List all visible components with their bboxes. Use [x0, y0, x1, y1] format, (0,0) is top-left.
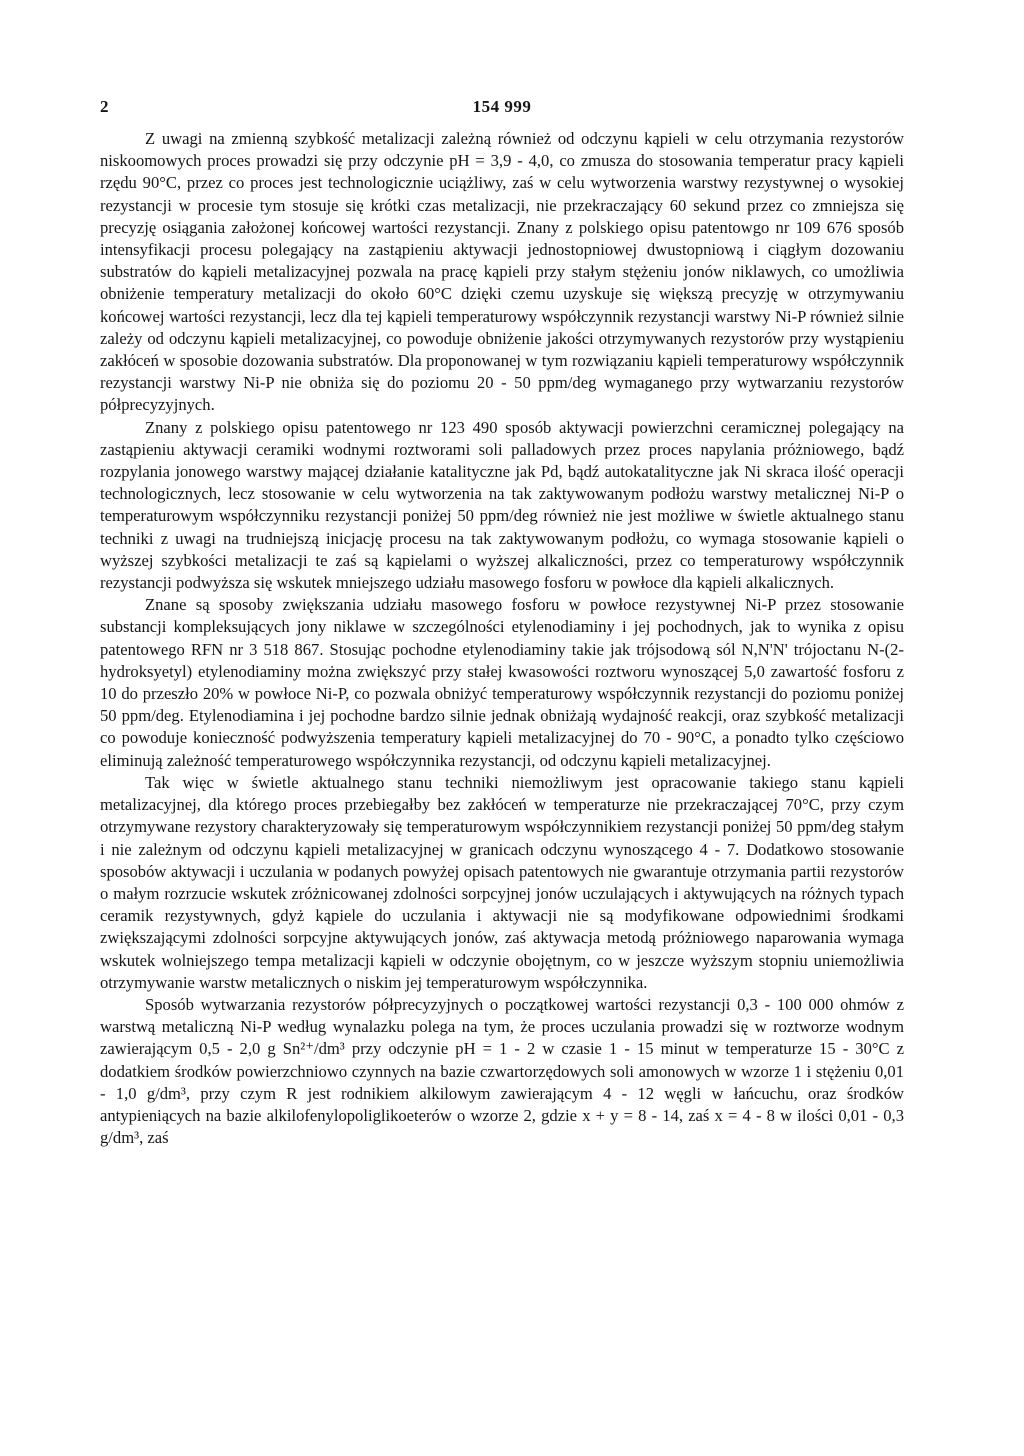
paragraph: Z uwagi na zmienną szybkość metalizacji zależną również od odczynu kąpieli w celu otrzymania rezystorów niskoomowych proces prowadzi się przy odczynie pH = 3,9 - 4,0, co zmusza do stosowania temperatur pracy kąpieli rzędu 90°C, przez co proces jest technologicznie uciążliwy, zaś w celu wytworzenia warstwy rezystywnej o wysokiej rezystancji w procesie tym stosuje się krótki czas metalizacji, nie przekraczający 60 sekund przez co zmniejsza się precyzję osiągania założonej końcowej wartości rezystancji. Znany z polskiego opisu patentowgo nr 109 676 sposób intensyfikacji procesu polegający na zastąpieniu aktywacji jednostopniowej dwustopniową i ciągłym dozowaniu substratów do kąpieli metalizacyjnej pozwala na pracę kąpieli przy stałym stężeniu jonów niklawych, co umożliwia obniżenie temperatury metalizacji do około 60°C dzięki czemu uzyskuje się większą precyzję w otrzymywaniu końcowej wartości rezystancji, lecz dla tej kąpieli temperaturowy współczynnik rezystancji warstwy Ni-P również silnie zależy od odczynu kąpieli metalizacyjnej, co powoduje obniżenie jakości otrzymywanych rezystorów przy wystąpieniu zakłóceń w sposobie dozowania substratów. Dla proponowanej w tym rozwiązaniu kąpieli temperaturowy współczynnik rezystancji warstwy Ni-P nie obniża się do poziomu 20 - 50 ppm/deg wymaganego przy wytwarzaniu rezystorów półprecyzyjnych.	[100, 129, 904, 415]
page-header	[100, 97, 904, 119]
paragraph: Tak więc w świetle aktualnego stanu techniki niemożliwym jest opracowanie takiego stanu kąpieli metalizacyjnej, dla którego proces przebiegałby bez zakłóceń w temperaturze nie przekraczającej 70°C, przy czym otrzymywane rezystory charakteryzowały się temperaturowym współczynnikiem rezystancji poniżej 50 ppm/deg stałym i nie zależnym od odczynu kąpieli metalizacyjnej w granicach odczynu wynoszącego 4 - 7. Dodatkowo stosowanie sposobów aktywacji i uczulania w podanych powyżej opisach patentowych nie gwarantuje otrzymania partii rezystorów o małym rozrzucie wskutek zróżnicowanej zdolności sorpcyjnej jonów uczulających i aktywujących na różnych typach ceramik rezystywnych, gdyż kąpiele do uczulania i aktywacji nie są modyfikowane odpowiednimi środkami zwiększającymi zdolności sorpcyjne aktywujących jonów, zaś aktywacja metodą próżniowego naparowania wymaga wskutek wolniejszego tempa metalizacji kąpieli w odczynie obojętnym, co w jeszcze wyższym stopniu uniemożliwia otrzymywanie warstw metalicznych o niskim jej temperaturowym współczynnika.	[100, 772, 904, 992]
paragraph: Sposób wytwarzania rezystorów półprecyzyjnych o początkowej wartości rezystancji 0,3 - 100 000 ohmów z warstwą metaliczną Ni-P według wynalazku polega na tym, że proces uczulania prowadzi się w roztworze wodnym zawierającym 0,5 - 2,0 g Sn²⁺/dm³ przy odczynie pH = 1 - 2 w czasie 1 - 15 minut w temperaturze 15 - 30°C z dodatkiem środków powierzchniowo czynnych na bazie czwartorzędowych soli amonowych w wzorze 1 i stężeniu 0,01 - 1,0 g/dm³, przy czym R jest rodnikiem alkilowym zawierającym 4 - 12 węgli w łańcuchu, oraz środków antypieniących na bazie alkilofenylopoliglikoeterów o wzorze 2, gdzie x + y = 8 - 14, zaś x = 4 - 8 w ilości 0,01 - 0,3 g/dm³, zaś	[100, 994, 904, 1148]
paragraph: Znane są sposoby zwiększania udziału masowego fosforu w powłoce rezystywnej Ni-P przez stosowanie substancji kompleksujących jony niklawe w szczególności etylenodiaminy i jej pochodnych, jak to wynika z opisu patentowego RFN nr 3 518 867. Stosując pochodne etylenodiaminy takie jak trójsodową sól N,N'N' trójoctanu N-(2-hydroksyetyl) etylenodiaminy można zwiększyć przy stałej kwasowości roztworu wynoszącej 5,0 zawartość fosforu z 10 do przeszło 20% w powłoce Ni-P, co pozwala obniżyć temperaturowy współczynnik rezystancji do poziomu poniżej 50 ppm/deg. Etylenodiamina i jej pochodne bardzo silnie jednak obniżają wydajność reakcji, oraz szybkość metalizacji co powoduje konieczność podwyższenia temperatury kąpieli metalizacyjnej do 70 - 90°C, a ponadto tylko częściowo eliminują zależność temperaturowego współczynnika rezystancji, od odczynu kąpieli metalizacyjnej.	[100, 595, 904, 770]
body-text	[100, 128, 904, 1149]
patent-number: 154 999	[472, 97, 532, 116]
page-number: 2	[100, 97, 109, 116]
paragraph: Znany z polskiego opisu patentowego nr 123 490 sposób aktywacji powierzchni ceramicznej polegający na zastąpieniu aktywacji ceramiki wodnymi roztworami soli palladowych przez proces napylania próżniowego, bądź rozpylania jonowego warstwy mającej działanie katalityczne jak Pd, bądź autokatalityczne jak Ni skraca ilość operacji technologicznych, lecz stosowanie w celu wytworzenia na tak zaktywowanym podłożu warstwy metalicznej Ni-P o temperaturowym współczynniku rezystancji poniżej 50 ppm/deg również nie jest możliwe w świetle aktualnego stanu techniki z uwagi na trudniejszą inicjację procesu na tak zaktywowanym podłożu, co wymaga stosowanie kąpieli o wyższej szybkości metalizacji te zaś są kąpielami o wyższej alkaliczności, przez co temperaturowy współczynnik rezystancji podwyższa się wskutek mniejszego udziału masowego fosforu w powłoce dla kąpieli alkalicznych.	[100, 417, 904, 593]
